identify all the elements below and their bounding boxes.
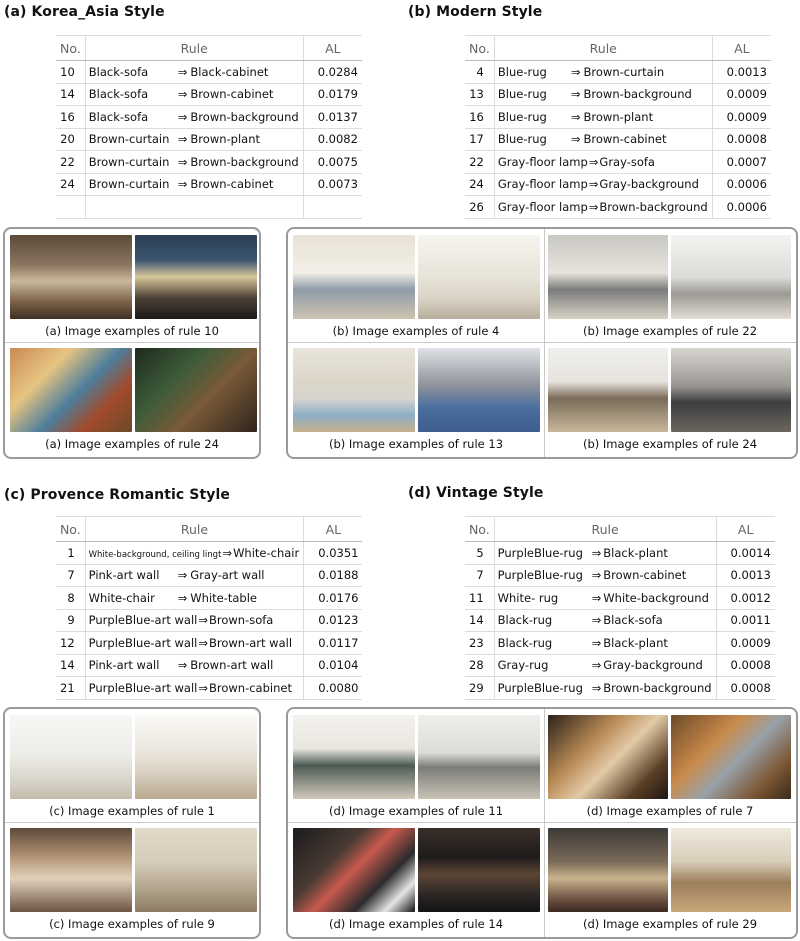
rule-no: 7 (465, 564, 494, 587)
implies-arrow: ⇒ (198, 613, 208, 628)
table-row (56, 587, 362, 610)
image-gallery-a (3, 227, 261, 459)
implies-arrow: ⇒ (588, 199, 599, 214)
implies-arrow: ⇒ (222, 545, 233, 560)
implies-arrow: ⇒ (198, 680, 208, 695)
implies-arrow: ⇒ (570, 87, 581, 102)
section-b-title: (b) Modern Style (408, 4, 543, 20)
table-row (465, 632, 775, 655)
rules-table-d (465, 516, 775, 700)
rule-no: 7 (56, 564, 85, 587)
rule-text (494, 151, 712, 174)
col-header-al: AL (712, 36, 771, 61)
image-caption: (a) Image examples of rule 24 (45, 437, 219, 451)
interior-photo (671, 715, 791, 799)
table-row (465, 677, 775, 700)
rule-al: 0.0009 (712, 83, 771, 106)
col-header-no: No. (465, 517, 494, 542)
rule-no: 9 (56, 609, 85, 632)
rule-consequent: Brown-background (583, 87, 692, 102)
rule-consequent: Black-sofa (603, 613, 663, 628)
interior-photo (135, 348, 257, 432)
table-row (465, 151, 771, 174)
rule-al: 0.0008 (712, 128, 771, 151)
rule-consequent: Brown-plant (190, 132, 261, 147)
rule-consequent: Brown-background (190, 154, 299, 169)
rule-text (494, 609, 716, 632)
rule-antecedent: Brown-curtain (88, 132, 170, 147)
implies-arrow: ⇒ (588, 177, 599, 192)
interior-photo (548, 715, 668, 799)
rule-consequent: White-chair (233, 545, 300, 560)
rule-antecedent: Brown-curtain (88, 154, 170, 169)
section-d-title: (d) Vintage Style (408, 485, 544, 501)
rule-consequent: Gray-background (603, 658, 703, 673)
rule-antecedent: PurpleBlue-art wall (88, 635, 198, 650)
rule-antecedent: Gray-floor lamp (497, 199, 588, 214)
implies-arrow: ⇒ (177, 109, 188, 124)
interior-photo (548, 348, 668, 432)
rule-text (494, 173, 712, 196)
rule-antecedent: Black-sofa (88, 109, 149, 124)
rule-no: 5 (465, 542, 494, 565)
table-row (465, 128, 771, 151)
rule-al: 0.0008 (716, 654, 775, 677)
table-row (465, 609, 775, 632)
table-row (465, 542, 775, 565)
implies-arrow: ⇒ (177, 132, 188, 147)
interior-photo (548, 235, 668, 319)
rule-al: 0.0179 (303, 83, 362, 106)
rule-al: 0.0073 (303, 173, 362, 196)
rule-text (494, 128, 712, 151)
rule-al: 0.0082 (303, 128, 362, 151)
image-caption: (a) Image examples of rule 10 (45, 324, 219, 338)
rule-no: 16 (56, 106, 85, 129)
table-row (465, 83, 771, 106)
divider (288, 822, 796, 823)
rule-no: 4 (465, 61, 494, 84)
implies-arrow: ⇒ (570, 64, 581, 79)
divider (5, 822, 259, 823)
implies-arrow: ⇒ (591, 613, 602, 628)
rule-text (494, 542, 716, 565)
rule-consequent: White-table (190, 590, 257, 605)
section-a-title: (a) Korea_Asia Style (4, 4, 165, 20)
rule-no: 11 (465, 587, 494, 610)
rule-antecedent: PurpleBlue-art wall (88, 680, 198, 695)
rule-no: 20 (56, 128, 85, 151)
rule-antecedent: Gray-floor lamp (497, 154, 588, 169)
rule-al: 0.0006 (712, 196, 771, 219)
interior-photo (135, 828, 257, 912)
rule-antecedent: Pink-art wall (88, 568, 160, 583)
col-header-no: No. (56, 36, 85, 61)
rule-consequent: Brown-plant (583, 109, 654, 124)
implies-arrow: ⇒ (588, 154, 599, 169)
rule-antecedent: Blue-rug (497, 132, 547, 147)
rule-al: 0.0012 (716, 587, 775, 610)
rule-consequent: Gray-sofa (599, 154, 655, 169)
interior-photo (10, 348, 132, 432)
rule-no: 26 (465, 196, 494, 219)
rule-no: 16 (465, 106, 494, 129)
divider (288, 342, 796, 343)
implies-arrow: ⇒ (591, 658, 602, 673)
table-row (465, 173, 771, 196)
interior-photo (135, 715, 257, 799)
rule-consequent: Brown-curtain (583, 64, 665, 79)
table-row (56, 83, 362, 106)
rule-no: 14 (56, 83, 85, 106)
implies-arrow: ⇒ (591, 545, 602, 560)
col-header-rule: Rule (85, 517, 304, 542)
rule-consequent: Brown-background (599, 199, 708, 214)
rule-al: 0.0014 (716, 542, 775, 565)
table-row (56, 173, 362, 196)
rule-consequent: Brown-background (190, 109, 299, 124)
rule-no: 29 (465, 677, 494, 700)
table-row-empty (56, 196, 362, 219)
image-gallery-b (286, 227, 798, 459)
interior-photo (10, 235, 132, 319)
implies-arrow: ⇒ (591, 635, 602, 650)
rule-consequent: Brown-cabinet (583, 132, 667, 147)
interior-photo (671, 828, 791, 912)
rule-al: 0.0075 (303, 151, 362, 174)
implies-arrow: ⇒ (570, 109, 581, 124)
rule-no: 17 (465, 128, 494, 151)
rule-antecedent: White- rug (497, 590, 559, 605)
rules-table-a (56, 35, 362, 219)
interior-photo (671, 348, 791, 432)
rule-no: 22 (56, 151, 85, 174)
rule-no: 12 (56, 632, 85, 655)
rule-antecedent: PurpleBlue-rug (497, 680, 583, 695)
image-caption: (d) Image examples of rule 7 (586, 804, 754, 818)
rule-consequent: Brown-cabinet (190, 87, 274, 102)
interior-photo (548, 828, 668, 912)
interior-photo (293, 828, 415, 912)
rule-consequent: Brown-cabinet (208, 680, 292, 695)
interior-photo (418, 235, 540, 319)
rule-al: 0.0006 (712, 173, 771, 196)
image-caption: (b) Image examples of rule 22 (582, 324, 758, 338)
rule-al: 0.0011 (716, 609, 775, 632)
rule-antecedent: Black-sofa (88, 87, 149, 102)
rule-al: 0.0104 (304, 654, 363, 677)
image-caption: (c) Image examples of rule 1 (49, 804, 215, 818)
rule-al: 0.0188 (304, 564, 363, 587)
implies-arrow: ⇒ (177, 154, 188, 169)
rule-antecedent: Black-rug (497, 635, 553, 650)
divider (5, 342, 259, 343)
image-caption: (b) Image examples of rule 4 (332, 324, 500, 338)
interior-photo (10, 828, 132, 912)
rule-text (494, 677, 716, 700)
rule-consequent: Brown-cabinet (603, 568, 687, 583)
implies-arrow: ⇒ (177, 590, 188, 605)
rules-table-b (465, 35, 771, 219)
rule-text (85, 564, 304, 587)
rule-antecedent: PurpleBlue-art wall (88, 613, 198, 628)
table-row (465, 654, 775, 677)
rule-consequent: Black-cabinet (190, 64, 269, 79)
col-header-al: AL (303, 36, 362, 61)
image-gallery-c (3, 707, 261, 939)
rule-al: 0.0117 (304, 632, 363, 655)
rule-antecedent: PurpleBlue-rug (497, 568, 583, 583)
image-caption: (d) Image examples of rule 14 (328, 917, 504, 931)
rule-antecedent: PurpleBlue-rug (497, 545, 583, 560)
image-caption: (d) Image examples of rule 11 (328, 804, 504, 818)
implies-arrow: ⇒ (177, 177, 188, 192)
interior-photo (418, 715, 540, 799)
implies-arrow: ⇒ (177, 568, 188, 583)
implies-arrow: ⇒ (177, 64, 188, 79)
table-row (56, 632, 362, 655)
rule-antecedent: Black-sofa (88, 64, 149, 79)
interior-photo (10, 715, 132, 799)
rule-antecedent: Blue-rug (497, 64, 547, 79)
rule-consequent: Brown-art wall (190, 658, 274, 673)
implies-arrow: ⇒ (177, 87, 188, 102)
rule-al: 0.0284 (303, 61, 362, 84)
table-row (56, 677, 362, 700)
rule-antecedent: White-chair (88, 590, 155, 605)
rule-text (85, 677, 304, 700)
rule-al: 0.0007 (712, 151, 771, 174)
implies-arrow: ⇒ (591, 568, 602, 583)
table-row (56, 151, 362, 174)
rule-antecedent: Gray-floor lamp (497, 177, 588, 192)
rule-no: 13 (465, 83, 494, 106)
rule-consequent: Gray-background (599, 177, 699, 192)
rule-consequent: Brown-sofa (208, 613, 274, 628)
interior-photo (293, 348, 415, 432)
interior-photo (671, 235, 791, 319)
table-row (56, 542, 362, 565)
table-row (56, 654, 362, 677)
rule-no: 14 (56, 654, 85, 677)
table-row (465, 196, 771, 219)
rule-text (85, 61, 303, 84)
rule-text (494, 654, 716, 677)
rule-consequent: White-background (603, 590, 709, 605)
rule-al: 0.0080 (304, 677, 363, 700)
image-caption: (b) Image examples of rule 13 (328, 437, 504, 451)
rule-text (494, 196, 712, 219)
rule-antecedent: Blue-rug (497, 109, 547, 124)
rule-al: 0.0176 (304, 587, 363, 610)
rule-text (85, 151, 303, 174)
rule-no: 28 (465, 654, 494, 677)
rule-no: 22 (465, 151, 494, 174)
rule-al: 0.0009 (712, 106, 771, 129)
table-row (465, 106, 771, 129)
rule-text (85, 587, 304, 610)
implies-arrow: ⇒ (177, 658, 188, 673)
interior-photo (418, 828, 540, 912)
rule-text (494, 61, 712, 84)
image-caption: (d) Image examples of rule 29 (582, 917, 758, 931)
col-header-rule: Rule (494, 517, 716, 542)
rule-al: 0.0137 (303, 106, 362, 129)
rule-text (85, 654, 304, 677)
rule-consequent: Brown-art wall (208, 635, 293, 650)
rule-text (494, 587, 716, 610)
rule-consequent: Brown-background (603, 680, 712, 695)
table-row (465, 587, 775, 610)
image-caption: (c) Image examples of rule 9 (49, 917, 215, 931)
col-header-al: AL (716, 517, 775, 542)
col-header-al: AL (304, 517, 363, 542)
implies-arrow: ⇒ (198, 635, 208, 650)
image-gallery-d (286, 707, 798, 939)
rule-text (494, 106, 712, 129)
table-row (465, 564, 775, 587)
rule-text (85, 609, 304, 632)
rule-no: 23 (465, 632, 494, 655)
col-header-rule: Rule (494, 36, 712, 61)
implies-arrow: ⇒ (591, 590, 602, 605)
table-row (56, 564, 362, 587)
table-row (56, 609, 362, 632)
rule-al: 0.0123 (304, 609, 363, 632)
rule-text (85, 542, 304, 565)
interior-photo (418, 348, 540, 432)
rule-antecedent: Pink-art wall (88, 658, 160, 673)
rule-text (85, 128, 303, 151)
interior-photo (293, 235, 415, 319)
rule-text (85, 632, 304, 655)
interior-photo (293, 715, 415, 799)
rule-text (85, 106, 303, 129)
rule-text (494, 632, 716, 655)
rule-antecedent: Black-rug (497, 613, 553, 628)
table-row (465, 61, 771, 84)
rule-consequent: Black-plant (603, 545, 668, 560)
rule-consequent: Gray-art wall (190, 568, 265, 583)
rule-antecedent: Blue-rug (497, 87, 547, 102)
rule-text (85, 173, 303, 196)
rule-al: 0.0008 (716, 677, 775, 700)
interior-photo (135, 235, 257, 319)
rule-text (494, 83, 712, 106)
divider (544, 229, 545, 457)
rule-consequent: Brown-cabinet (190, 177, 274, 192)
rule-text (85, 83, 303, 106)
rule-al: 0.0351 (304, 542, 363, 565)
rule-al: 0.0009 (716, 632, 775, 655)
table-row (56, 128, 362, 151)
col-header-no: No. (56, 517, 85, 542)
rule-antecedent: Gray-rug (497, 658, 549, 673)
rule-al: 0.0013 (712, 61, 771, 84)
rule-al: 0.0013 (716, 564, 775, 587)
rule-no: 1 (56, 542, 85, 565)
rule-no: 24 (465, 173, 494, 196)
rules-table-c (56, 516, 362, 700)
col-header-no: No. (465, 36, 494, 61)
rule-no: 8 (56, 587, 85, 610)
section-c-title: (c) Provence Romantic Style (4, 487, 230, 503)
divider (544, 709, 545, 937)
implies-arrow: ⇒ (570, 132, 581, 147)
table-row (56, 61, 362, 84)
rule-no: 14 (465, 609, 494, 632)
rule-antecedent: White-background, ceiling lingt (88, 549, 222, 560)
rule-consequent: Black-plant (603, 635, 668, 650)
rule-no: 24 (56, 173, 85, 196)
table-row (56, 106, 362, 129)
rule-antecedent: Brown-curtain (88, 177, 170, 192)
image-caption: (b) Image examples of rule 24 (582, 437, 758, 451)
col-header-rule: Rule (85, 36, 303, 61)
implies-arrow: ⇒ (591, 680, 602, 695)
rule-no: 10 (56, 61, 85, 84)
rule-no: 21 (56, 677, 85, 700)
rule-text (494, 564, 716, 587)
